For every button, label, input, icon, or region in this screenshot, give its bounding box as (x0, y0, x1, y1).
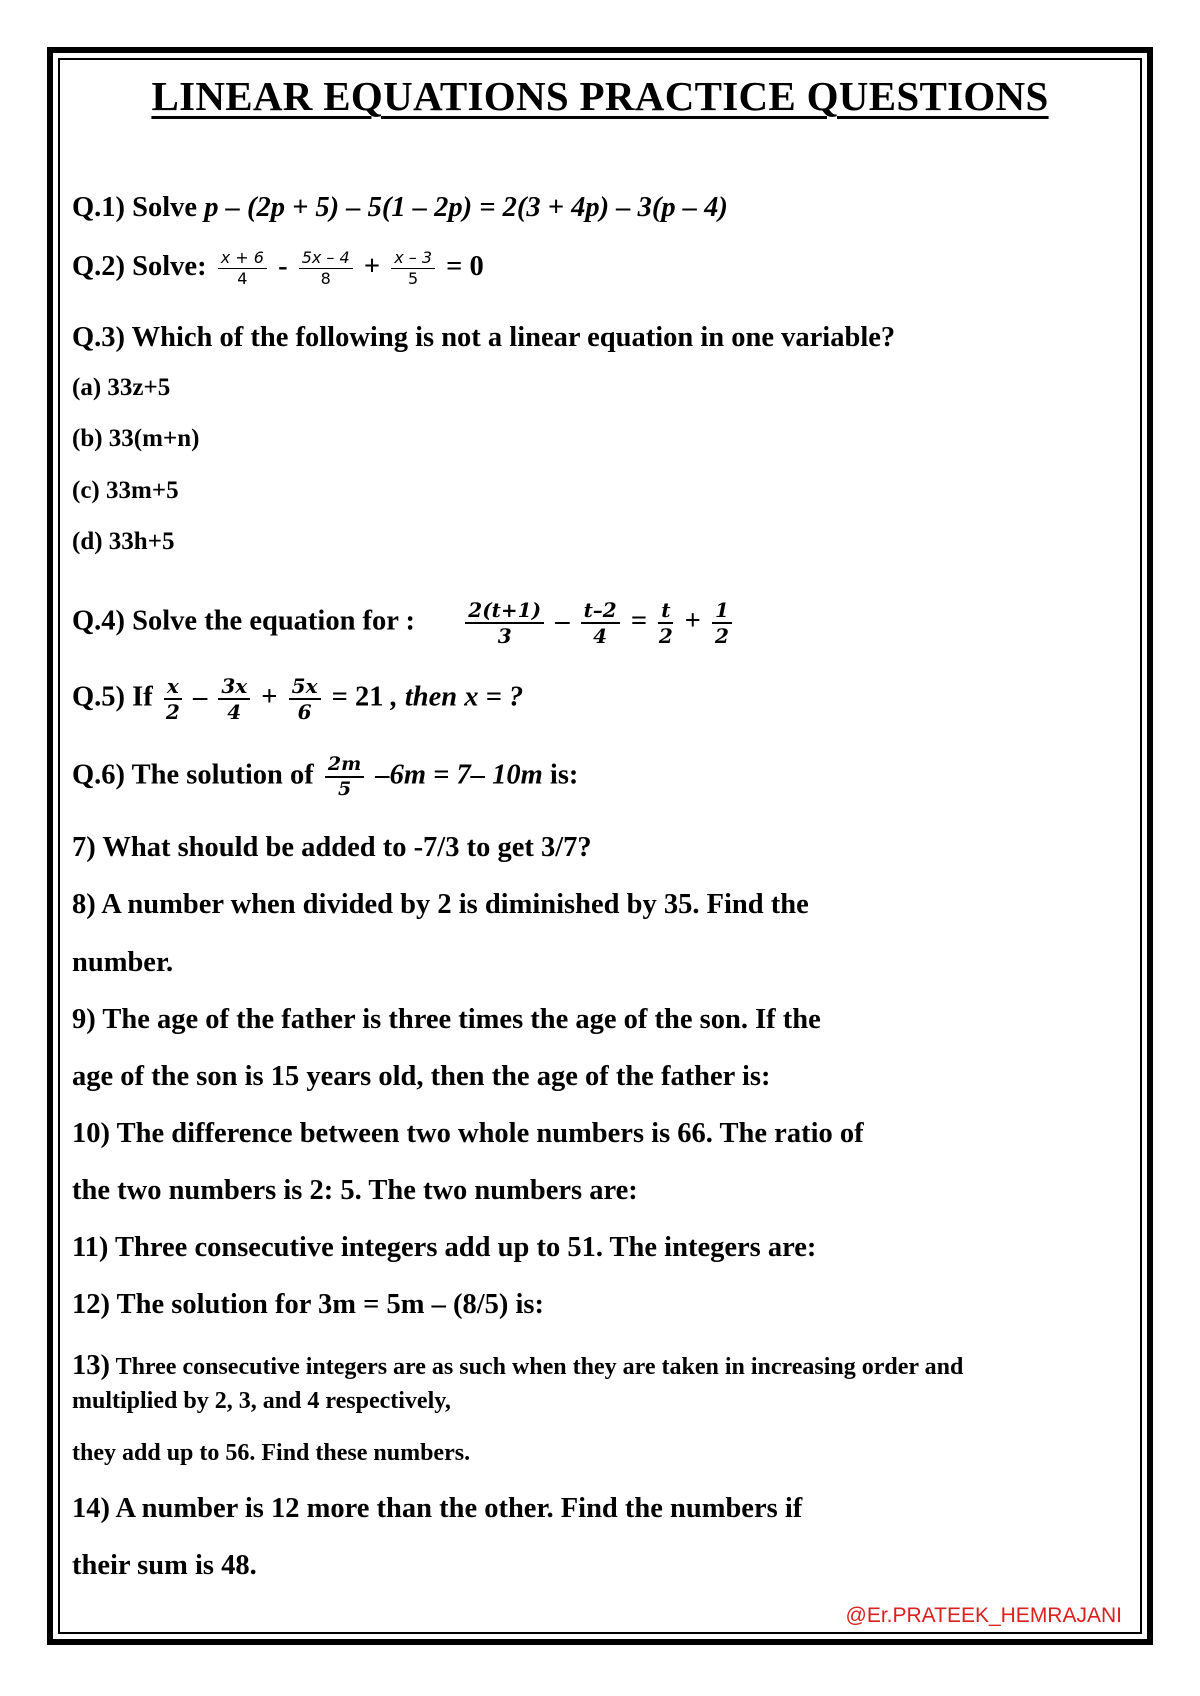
author-watermark: @Er.PRATEEK_HEMRAJANI (845, 1604, 1122, 1627)
question-2-label: Q.2) Solve: (72, 251, 207, 283)
question-13-number: 13) (72, 1350, 110, 1381)
question-10-line-1: 10) The difference between two whole numbers is 66. The ratio of (72, 1118, 864, 1149)
question-5 (72, 676, 523, 722)
q5-fraction-2: $\frac{3x}{4}$ (218, 676, 250, 722)
question-6 (72, 755, 578, 799)
q2-fraction-3: $\frac{x - 3}{5}$ (391, 250, 435, 287)
question-1 (72, 192, 728, 224)
q5-operator-2: + (261, 681, 278, 713)
question-8-line-2: number. (72, 947, 174, 978)
question-9-line-1: 9) The age of the father is three times the age of the son. If the (72, 1004, 821, 1035)
q4-operator-2: + (684, 605, 701, 637)
question-2 (72, 250, 484, 287)
q5-tail: , then x = ? (390, 681, 524, 713)
q5-operator-1: – (192, 681, 208, 713)
q5-fraction-3: $\frac{5x}{6}$ (289, 676, 321, 722)
q2-fraction-2: $\frac{5x - 4}{8}$ (299, 250, 353, 287)
question-13-line-1 (72, 1350, 963, 1382)
page-title: LINEAR EQUATIONS PRACTICE QUESTIONS (151, 73, 1049, 119)
q3-option-d: (d) 33h+5 (72, 528, 175, 555)
question-1-label: Q.1) Solve (72, 192, 198, 223)
question-5-label: Q.5) If (72, 681, 153, 713)
q5-rhs: = 21 (331, 681, 384, 713)
q3-option-b: (b) 33(m+n) (72, 425, 200, 452)
q6-tail: is: (549, 759, 579, 791)
q2-fraction-1: $\frac{x + 6}{4}$ (218, 250, 267, 287)
q4-fraction-1: $\frac{2(t+1)}{3}$ (465, 600, 544, 646)
question-8-line-1: 8) A number when divided by 2 is diminished by 35. Find the (72, 889, 809, 920)
q6-expression: –6m = 7– 10m (375, 759, 543, 791)
question-7: 7) What should be added to -7/3 to get 3/7? (72, 832, 592, 863)
question-13-line-3: they add up to 56. Find these numbers. (72, 1440, 471, 1466)
q2-operator-1: - (278, 251, 288, 283)
q5-fraction-1: $\frac{x}{2}$ (164, 676, 182, 722)
question-14-line-1: 14) A number is 12 more than the other. Find the numbers if (72, 1493, 803, 1524)
question-13-line-2: multiplied by 2, 3, and 4 respectively, (72, 1388, 451, 1414)
question-4 (72, 600, 736, 646)
q6-fraction: $\frac{2m}{5}$ (325, 755, 364, 799)
q4-equals: = (630, 605, 648, 637)
question-6-label: Q.6) The solution of (72, 759, 314, 791)
q3-option-c: (c) 33m+5 (72, 477, 179, 504)
question-14-line-2: their sum is 48. (72, 1550, 257, 1581)
question-4-label: Q.4) Solve the equation for : (72, 605, 416, 637)
question-3: Q.3) Which of the following is not a linear equation in one variable? (72, 322, 896, 353)
q4-operator-1: – (555, 605, 570, 637)
question-13-text: Three consecutive integers are as such when they are taken in increasing order and (110, 1354, 964, 1380)
q4-fraction-4: $\frac{1}{2}$ (712, 600, 732, 646)
question-12: 12) The solution for 3m = 5m – (8/5) is: (72, 1289, 544, 1320)
q2-operator-2: + (363, 251, 381, 283)
question-9-line-2: age of the son is 15 years old, then the age of the father is: (72, 1061, 771, 1092)
q2-rhs: = 0 (446, 251, 484, 283)
question-11: 11) Three consecutive integers add up to 51. The integers are: (72, 1232, 817, 1263)
question-10-line-2: the two numbers is 2: 5. The two numbers are: (72, 1175, 638, 1206)
q3-option-a: (a) 33z+5 (72, 374, 171, 401)
q4-fraction-2: $\frac{t-2}{4}$ (581, 600, 620, 646)
q4-fraction-3: $\frac{t}{2}$ (658, 598, 673, 648)
question-1-expression: p – (2p + 5) – 5(1 – 2p) = 2(3 + 4p) – 3(p – 4) (204, 192, 728, 223)
